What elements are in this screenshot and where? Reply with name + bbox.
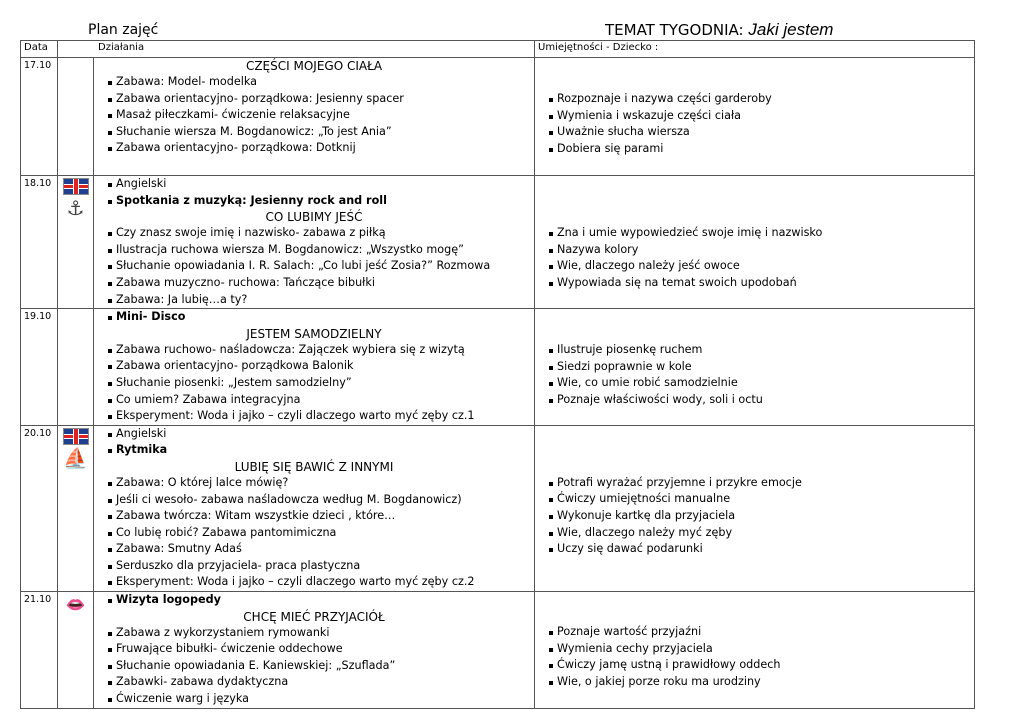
ship-icon: ⛵ <box>63 445 88 470</box>
list-item: Ilustruje piosenkę ruchem <box>535 342 974 359</box>
list-item: Słuchanie opowiadania I. R. Salach: „Co lubi jeść Zosia?” Rozmowa <box>94 258 534 275</box>
list-item: Zabawa orientacyjno- porządkowa: Jesienny spacer <box>94 91 534 108</box>
row-icons <box>58 425 94 591</box>
activity-list <box>94 475 534 591</box>
row-date: 21.10 <box>21 592 58 709</box>
extra-list <box>94 426 534 459</box>
row-skills <box>535 309 975 426</box>
list-item: Czy znasz swoje imię i nazwisko- zabawa z piłką <box>94 225 534 242</box>
list-item: Ćwiczenie warg i języka <box>94 691 534 708</box>
list-item: Spotkania z muzyką: Jesienny rock and roll <box>94 193 534 210</box>
row-icons <box>58 309 94 426</box>
list-item: Wykonuje kartkę dla przyjaciela <box>535 508 974 525</box>
row-date: 17.10 <box>21 58 58 176</box>
skill-list <box>535 91 974 157</box>
list-item: Angielski <box>94 176 534 193</box>
list-item: Zabawa orientacyjno- porządkowa: Dotknij <box>94 140 534 157</box>
section-title: JESTEM SAMODZIELNY <box>246 326 382 341</box>
list-item: Poznaje wartość przyjaźni <box>535 624 974 641</box>
row-skills <box>535 592 975 709</box>
list-item: Poznaje właściwości wody, soli i octu <box>535 392 974 409</box>
list-item: Zabawa twórcza: Witam wszystkie dzieci , które… <box>94 508 534 525</box>
list-item: Mini- Disco <box>94 309 534 326</box>
row-activities <box>94 176 535 309</box>
list-item: Zabawa z wykorzystaniem rymowanki <box>94 625 534 642</box>
list-item: Co lubię robić? Zabawa pantomimiczna <box>94 525 534 542</box>
extra-list <box>94 309 534 326</box>
row-skills <box>535 425 975 591</box>
skill-list <box>535 342 974 408</box>
row-activities <box>94 592 535 709</box>
list-item: Co umiem? Zabawa integracyjna <box>94 392 534 409</box>
row-icons <box>58 592 94 709</box>
list-item: Rozpoznaje i nazywa części garderoby <box>535 91 974 108</box>
section-title: CZĘŚCI MOJEGO CIAŁA <box>245 59 383 73</box>
list-item: Wie, co umie robić samodzielnie <box>535 375 974 392</box>
list-item: Wypowiada się na temat swoich upodobań <box>535 275 974 292</box>
list-item: Zabawa orientacyjno- porządkowa Balonik <box>94 358 534 375</box>
list-item: Zabawa ruchowo- naśladowcza: Zajączek wybiera się z wizytą <box>94 342 534 359</box>
table-row <box>21 58 975 176</box>
row-icons <box>58 58 94 176</box>
list-item: Zna i umie wypowiedzieć swoje imię i nazwisko <box>535 225 974 242</box>
plan-title: Plan zajęć <box>88 22 159 38</box>
week-theme-name: Jaki jestem <box>748 20 834 39</box>
list-item: Potrafi wyrażać przyjemne i przykre emocje <box>535 475 974 492</box>
row-date: 20.10 <box>21 425 58 591</box>
list-item: Rytmika <box>94 442 534 459</box>
row-activities <box>94 425 535 591</box>
list-item: Ćwiczy umiejętności manualne <box>535 491 974 508</box>
list-item: Uczy się dawać podarunki <box>535 541 974 558</box>
column-date: Data <box>21 41 58 58</box>
week-theme-prefix: TEMAT TYGODNIA: <box>605 21 744 39</box>
activity-list <box>94 74 534 157</box>
list-item: Siedzi poprawnie w kole <box>535 359 974 376</box>
table-row <box>21 309 975 426</box>
uk-flag-icon <box>63 178 89 195</box>
activity-list <box>94 342 534 425</box>
skill-list <box>535 225 974 291</box>
section-title: LUBIĘ SIĘ BAWIĆ Z INNYMI <box>234 459 394 474</box>
list-item: Eksperyment: Woda i jajko – czyli dlaczego warto myć zęby cz.2 <box>94 574 534 591</box>
list-item: Eksperyment: Woda i jajko – czyli dlaczego warto myć zęby cz.1 <box>94 408 534 425</box>
row-activities <box>94 309 535 426</box>
anchor-icon: ⚓ <box>66 196 85 220</box>
row-date: 18.10 <box>21 176 58 309</box>
list-item: Wie, o jakiej porze roku ma urodziny <box>535 674 974 691</box>
uk-flag-icon <box>63 428 89 445</box>
list-item: Wie, dlaczego należy myć zęby <box>535 525 974 542</box>
list-item: Słuchanie piosenki: „Jestem samodzielny” <box>94 375 534 392</box>
list-item: Zabawa: Model- modelka <box>94 74 534 91</box>
list-item: Wie, dlaczego należy jeść owoce <box>535 258 974 275</box>
activity-list <box>94 225 534 308</box>
list-item: Uważnie słucha wiersza <box>535 124 974 141</box>
list-item: Nazywa kolory <box>535 242 974 259</box>
section-title: CHCĘ MIEĆ PRZYJACIÓŁ <box>243 609 385 624</box>
row-skills <box>535 176 975 309</box>
list-item: Słuchanie opowiadania E. Kaniewskiej: „Szuflada” <box>94 658 534 675</box>
section-title: CO LUBIMY JEŚĆ <box>265 210 363 225</box>
list-item: Ćwiczy jamę ustną i prawidłowy oddech <box>535 657 974 674</box>
list-item: Zabawa: Ja lubię…a ty? <box>94 292 534 309</box>
row-date: 19.10 <box>21 309 58 426</box>
list-item: Zabawki- zabawa dydaktyczna <box>94 674 534 691</box>
list-item: Serduszko dla przyjaciela- praca plastyczna <box>94 558 534 575</box>
list-item: Słuchanie wiersza M. Bogdanowicz: „To jest Ania” <box>94 124 534 141</box>
activity-list <box>94 625 534 708</box>
speech-therapist-icon: 👄 <box>65 595 86 615</box>
list-item: Masaż piłeczkami- ćwiczenie relaksacyjne <box>94 107 534 124</box>
table-row <box>21 592 975 709</box>
list-item: Zabawa: Smutny Adaś <box>94 541 534 558</box>
list-item: Wizyta logopedy <box>94 592 534 609</box>
table-row <box>21 425 975 591</box>
extra-list <box>94 176 534 209</box>
table-row <box>21 176 975 309</box>
list-item: Zabawa muzyczno- ruchowa: Tańczące bibułki <box>94 275 534 292</box>
column-activities: Działania <box>58 41 535 58</box>
extra-list <box>94 592 534 609</box>
list-item: Zabawa: O której lalce mówię? <box>94 475 534 492</box>
skill-list <box>535 624 974 690</box>
list-item: Angielski <box>94 426 534 443</box>
list-item: Wymienia i wskazuje części ciała <box>535 108 974 125</box>
plan-table <box>20 40 975 709</box>
row-activities <box>94 58 535 176</box>
list-item: Ilustracja ruchowa wiersza M. Bogdanowicz: „Wszystko mogę” <box>94 242 534 259</box>
column-skills: Umiejętności - Dziecko : <box>535 41 975 58</box>
list-item: Dobiera się parami <box>535 141 974 158</box>
list-item: Jeśli ci wesoło- zabawa naśladowcza według M. Bogdanowicz) <box>94 492 534 509</box>
list-item: Wymienia cechy przyjaciela <box>535 641 974 658</box>
table-header <box>21 41 975 58</box>
row-icons <box>58 176 94 309</box>
week-theme-title <box>605 20 833 40</box>
list-item: Fruwające bibułki- ćwiczenie oddechowe <box>94 641 534 658</box>
skill-list <box>535 475 974 558</box>
row-skills <box>535 58 975 176</box>
